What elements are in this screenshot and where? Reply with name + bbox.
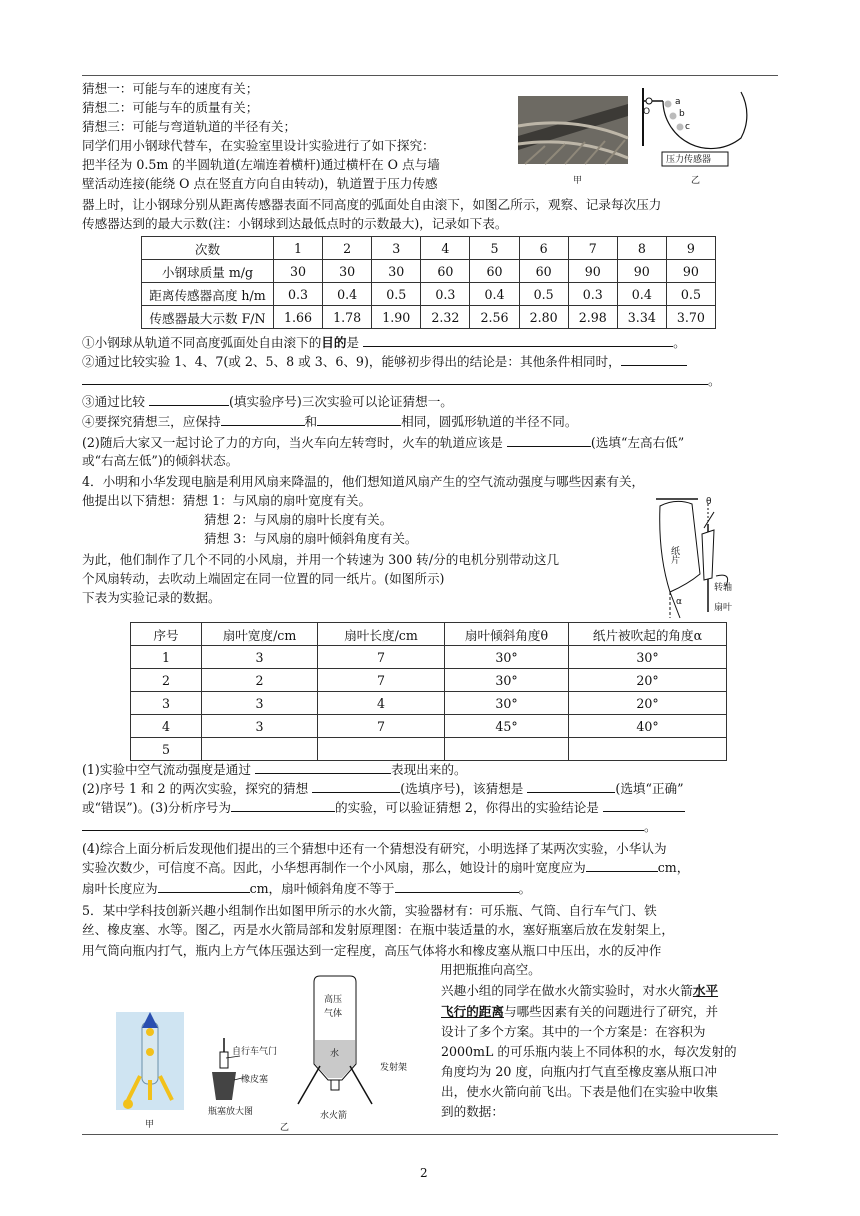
p4-line-1: 4．小明和小华发现电脑是利用风扇来降温的，他们想知道风扇产生的空气流动强度与哪些因素有关， [82,474,645,489]
sensor-label: 压力传感器 [666,155,712,165]
table-header: 1 [274,237,323,260]
table-cell: 0.3 [274,283,323,306]
intro-line-5: 传感器达到的最大示数(注：小钢球到达最低点时的示数最大)，记录如下表。 [82,216,508,231]
p5-right-3: 设计了多个方案。其中的一个方案是：在容积为 [441,1024,706,1039]
p4q4-text-3: cm，扇叶倾斜角度不等于 [249,881,395,896]
table-row [142,283,716,306]
intro-line-4: 器上时，让小钢球分别从距离传感器表面不同高度的弧面处自由滚下，如图乙所示，观察、记录每次压力 [82,197,662,212]
table-cell[interactable] [202,738,318,761]
p4q1-text: (1)实验中空气流动强度是通过 [82,762,251,777]
table-cell[interactable] [445,738,569,761]
table-cell: 3 [202,715,318,738]
answer-blank[interactable] [231,799,335,812]
table-cell: 3.70 [666,306,715,329]
guess-1: 猜想一：可能与车的速度有关； [82,81,259,96]
table-cell[interactable] [569,738,727,761]
p5-right-1 [441,982,718,999]
p5-right-5: 角度均为 20 度，向瓶内打气直至橡皮塞从瓶口冲 [441,1064,717,1079]
p4-line-7: 下表为实验记录的数据。 [82,590,221,605]
p4-line-4: 猜想 3：与风扇的扇叶倾斜角度有关。 [204,531,418,546]
p4-line-6: 个风扇转动，去吹动上端固定在同一位置的同一纸片。(如图所示) [82,571,445,586]
p4q1-text-2: 表现出来的。 [390,762,467,777]
page-number: 2 [420,1166,428,1180]
q1-emphasis: 目的 [321,335,347,350]
rocket-label: 水火箭 [320,1111,348,1121]
table-cell[interactable] [318,738,445,761]
p4-q3-cont [82,818,657,835]
fan-paper-figure [648,494,740,622]
table-row [142,260,716,283]
p5-right-2 [441,1003,718,1020]
table-cell: 60 [470,260,519,283]
p4q3-text-2: 的实验，可以验证猜想 2，你得出的实验结论是 [334,800,599,815]
table-cell: 0.5 [372,283,421,306]
p4-q4-line-3 [82,880,531,897]
table-cell: 2 [131,669,202,692]
answer-blank[interactable] [507,434,591,447]
table-cell: 2.80 [519,306,568,329]
p5r2-emphasis: 飞行的距离 [441,1004,504,1019]
table-cell: 4 [318,692,445,715]
p4q3-end: 。 [644,819,657,834]
q4-text-2: 相同，圆弧形轨道的半径不同。 [401,414,578,429]
table-cell: 2.32 [421,306,470,329]
stopper-label: 橡皮塞 [241,1075,269,1085]
p4-line-5: 为此，他们制作了几个不同的小风扇，并用一个转速为 300 转/分的电机分别带动这几 [82,552,560,567]
p5-line-1: 5．某中学科技创新兴趣小组制作出如图甲所示的水火箭，实验器材有：可乐瓶、气筒、自行车气门、铁 [82,903,657,918]
table-cell: 45° [445,715,569,738]
table-cell: 7 [318,669,445,692]
table-cell: 20° [569,669,727,692]
table-header: 纸片被吹起的角度α [569,623,727,646]
answer-blank[interactable] [586,859,658,872]
alpha-label: α [676,597,682,607]
ball-c: c [685,122,690,132]
question-2-cont [82,372,721,389]
table-cell: 90 [617,260,666,283]
water-label: 水 [330,1049,340,1059]
enlarge-label: 瓶塞放大图 [208,1107,254,1117]
label-yi: 乙 [691,176,701,186]
table-row [131,669,727,692]
stand-leg-right [350,1066,372,1104]
question-3 [82,393,453,410]
question-2 [82,353,687,370]
track-figure [515,86,777,192]
p5r1-emphasis: 水平 [692,983,719,998]
table-row [131,715,727,738]
table-cell: 90 [568,260,617,283]
table-header-row [131,623,727,646]
axis-label: 转轴 [714,583,733,593]
bottom-rule [82,1134,778,1135]
q3-text: ③通过比较 [82,394,145,409]
table-cell: 5 [131,738,202,761]
q1-text: ①小钢球从轨道不同高度弧面处自由滚下的 [82,335,322,350]
label-yi: 乙 [280,1123,290,1132]
gas-label-2: 气体 [324,1009,343,1019]
pivot-o: O [643,107,651,117]
p4q2-text-3: (选填“正确” [615,781,684,796]
top-rule [82,75,778,76]
p4q4-end: 。 [518,881,532,896]
answer-blank[interactable] [312,780,400,793]
fan-blade [702,530,714,580]
table-cell: 30° [445,669,569,692]
p4q4-unit: cm， [657,860,690,875]
table-cell: 4 [131,715,202,738]
intro-line-3: 壁活动连接(能绕 O 点在竖直方向自由转动)，轨道置于压力传感 [82,176,438,191]
table-cell: 30 [274,260,323,283]
p4q4-text-2: 扇叶长度应为 [82,881,158,896]
steel-ball-table [141,236,716,329]
table-cell: 0.3 [568,283,617,306]
table-cell: 90 [666,260,715,283]
table-cell: 1.78 [323,306,372,329]
table-cell: 距离传感器高度 h/m [142,283,274,306]
q1-text-2: 是 [346,335,360,350]
valve-label: 自行车气门 [232,1047,278,1057]
table-cell: 30° [445,646,569,669]
p5r2-text: 与哪些因素有关的问题进行了研究，并 [503,1004,719,1019]
table-header: 9 [666,237,715,260]
table-cell: 3 [202,692,318,715]
p4-line-2: 他提出以下猜想：猜想 1：与风扇的扇叶宽度有关。 [82,493,372,508]
p5-line-3: 用气筒向瓶内打气，瓶内上方气体压强达到一定程度，高压气体将水和橡皮塞从瓶口中压出，水的反冲作 [82,943,662,958]
table-cell: 1.90 [372,306,421,329]
table-row [142,306,716,329]
ball-a: a [675,97,681,107]
ball-b: b [679,109,685,119]
table-cell: 2 [202,669,318,692]
stand-leg-left [298,1066,320,1104]
label-jia: 甲 [573,176,583,186]
table-cell: 传感器最大示数 F/N [142,306,274,329]
table-cell: 60 [421,260,470,283]
gas-label: 高压 [324,995,343,1005]
table-cell: 40° [569,715,727,738]
intro-line-2: 把半径为 0.5m 的半圆轨道(左端连着横杆)通过横杆在 O 点与墙 [82,157,440,172]
answer-blank[interactable] [149,393,229,406]
question-5 [82,434,684,451]
valve [220,1052,228,1068]
answer-blank[interactable] [317,413,401,426]
q5-text-2: (选填“左高右低” [590,435,685,450]
q4-and: 和 [304,414,318,429]
q5-text: (2)随后大家又一起讨论了力的方向，当火车向左转弯时，火车的轨道应该是 [82,435,503,450]
answer-blank[interactable] [621,353,687,366]
table-cell: 60 [519,260,568,283]
table-cell: 3 [131,692,202,715]
p4-q4-line-2 [82,859,689,876]
answer-blank[interactable] [395,880,519,893]
question-1 [82,334,686,351]
guess-3: 猜想三：可能与弯道轨道的半径有关； [82,119,297,134]
p5r1-text: 兴趣小组的同学在做水火箭实验时，对水火箭 [441,983,693,998]
table-cell: 0.5 [519,283,568,306]
answer-blank[interactable] [527,780,615,793]
table-header: 扇叶宽度/cm [202,623,318,646]
table-cell: 1 [131,646,202,669]
table-cell: 0.5 [666,283,715,306]
table-cell: 0.3 [421,283,470,306]
table-header: 8 [617,237,666,260]
table-header: 7 [568,237,617,260]
table-cell: 0.4 [617,283,666,306]
table-cell: 30° [445,692,569,715]
q1-end: 。 [673,335,686,350]
table-header: 扇叶长度/cm [318,623,445,646]
table-header: 序号 [131,623,202,646]
p4q3-text: 或“错误”)。(3)分析序号为 [82,800,231,815]
q3-text-2: (填实验序号)三次实验可以论证猜想一。 [228,394,453,409]
table-cell: 30° [569,646,727,669]
water-rocket-figure [112,972,434,1132]
answer-blank[interactable] [255,761,391,774]
question-4 [82,413,577,430]
table-header: 3 [372,237,421,260]
p4q2-text: (2)序号 1 和 2 的两次实验，探究的猜想 [82,781,309,796]
p5-right-7: 到的数据： [441,1104,504,1119]
table-cell: 2.56 [470,306,519,329]
table-header: 5 [470,237,519,260]
table-header: 次数 [142,237,274,260]
table-row [131,692,727,715]
p5-right-6: 出，使水火箭向前飞出。下表是他们在实验中收集 [441,1084,719,1099]
table-header: 扇叶倾斜角度θ [445,623,569,646]
answer-blank[interactable] [82,818,644,831]
paper-label: 纸片 [669,546,679,564]
answer-blank[interactable] [82,372,708,385]
answer-blank[interactable] [603,799,685,812]
table-cell: 7 [318,646,445,669]
answer-blank[interactable] [363,334,673,347]
p4q2-text-2: (选填序号)，该猜想是 [400,781,524,796]
answer-blank[interactable] [158,880,250,893]
label-jia: 甲 [145,1120,155,1130]
p4q4-text: 实验次数少，可信度不高。因此，小华想再制作一个小风扇，那么，她设计的扇叶宽度应为 [82,860,586,875]
table-cell: 20° [569,692,727,715]
theta-label: θ [706,497,712,507]
table-cell: 30 [372,260,421,283]
paper-sheet [660,501,700,592]
p4-q4-line-1: (4)综合上面分析后发现他们提出的三个猜想中还有一个猜想没有研究，小明选择了某两次实验，小华认为 [82,841,667,856]
p5-line-2: 丝、橡皮塞、水等。图乙，丙是水火箭局部和发射原理图：在瓶中装适量的水，塞好瓶塞后放在发射架上， [82,922,674,937]
question-5-cont: 或“右高左低”)的倾斜状态。 [82,453,239,468]
p4-q3 [82,799,685,816]
fan-table [130,622,727,761]
q4-text: ④要探究猜想三，应保持 [82,414,221,429]
table-cell: 30 [323,260,372,283]
table-cell: 0.4 [323,283,372,306]
q2-end: 。 [708,373,721,388]
table-cell: 3.34 [617,306,666,329]
guess-2: 猜想二：可能与车的质量有关； [82,100,259,115]
rubber-stopper [212,1072,236,1100]
table-header: 2 [323,237,372,260]
p5-right-4: 2000mL 的可乐瓶内装上不同体积的水，每次发射的 [441,1044,737,1059]
p4-line-3: 猜想 2：与风扇的扇叶长度有关。 [204,512,393,527]
blade-label: 扇叶 [714,603,733,613]
stand-label: 发射架 [380,1063,408,1073]
p5-line-4: 用把瓶推向高空。 [440,962,541,977]
p4-q1 [82,761,467,778]
table-header: 6 [519,237,568,260]
table-row [131,738,727,761]
table-header-row [142,237,716,260]
table-cell: 0.4 [470,283,519,306]
table-row [131,646,727,669]
table-header: 4 [421,237,470,260]
intro-line-1: 同学们用小钢球代替车，在实验室里设计实验进行了如下探究： [82,138,435,153]
table-cell: 2.98 [568,306,617,329]
table-cell: 7 [318,715,445,738]
table-cell: 3 [202,646,318,669]
table-cell: 1.66 [274,306,323,329]
answer-blank[interactable] [221,413,305,426]
table-cell: 小钢球质量 m/g [142,260,274,283]
p4-q2 [82,780,684,797]
q2-text: ②通过比较实验 1、4、7(或 2、5、8 或 3、6、9)，能够初步得出的结论是：其他条件相同时， [82,354,621,369]
